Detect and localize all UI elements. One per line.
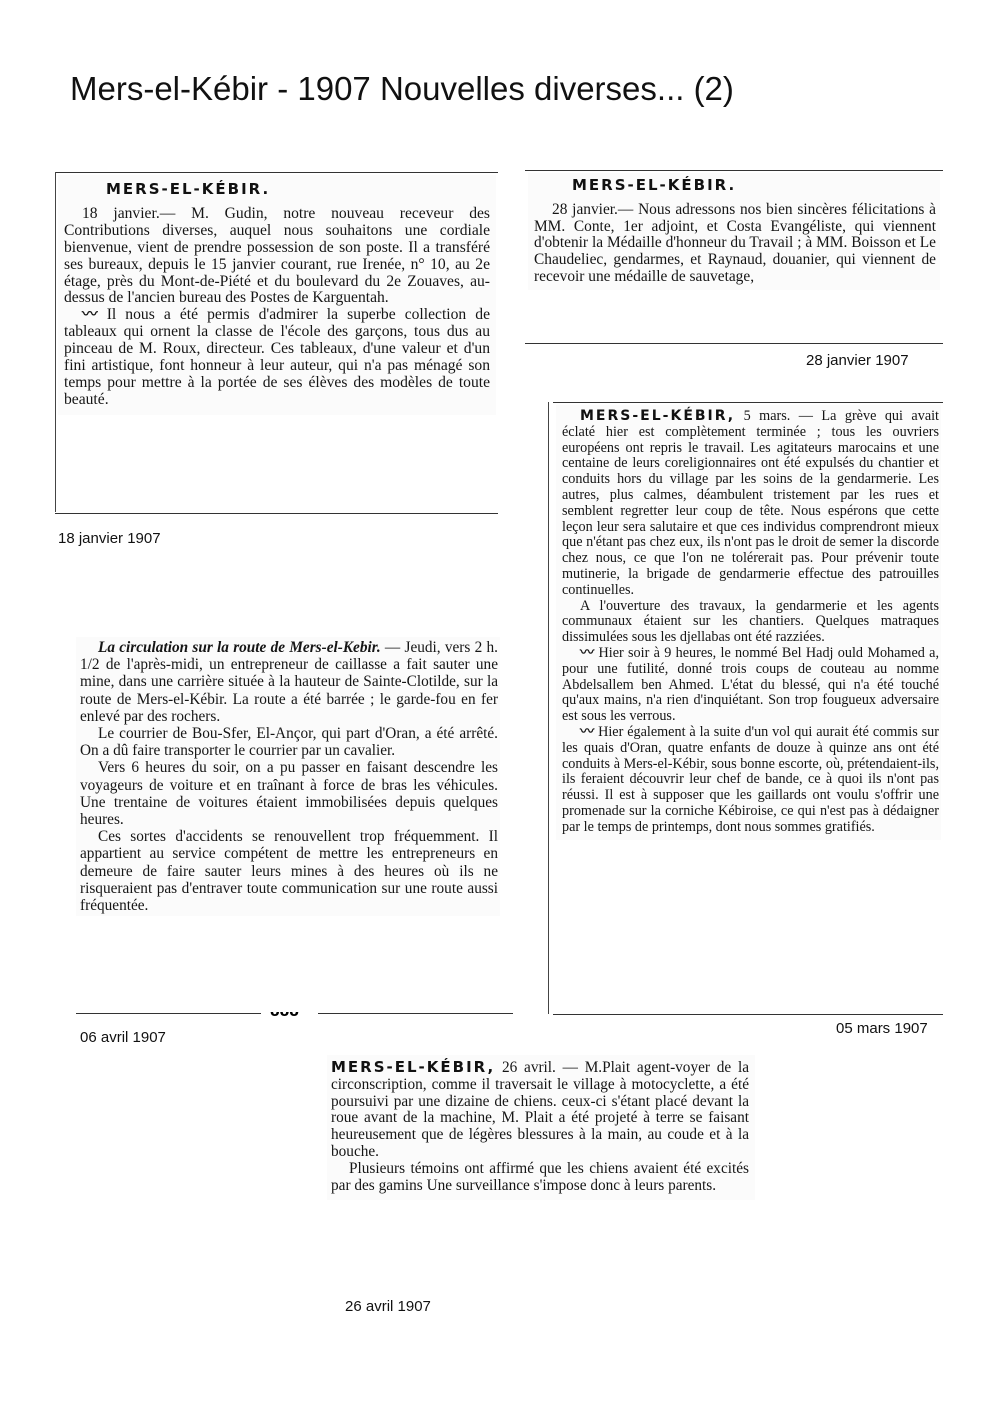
clip3-paragraph-2: A l'ouverture des travaux, la gendarmerie et les agents communaux étaient sur les chantiers. Quelques matraques dissimulées sous les djellabas ont été razziées. <box>562 597 939 646</box>
clip2-heading: MERS-EL-KÉBIR. <box>572 176 737 194</box>
clip3-separator-mark-2: 〰 <box>580 723 595 740</box>
clip3-paragraph-4 <box>562 725 939 836</box>
clipping-5-mars <box>556 405 941 840</box>
clip5-paragraph-1-text: M.Plait agent-voyer de la circonscription, comme il traversait le village à motocyclette, a été poursuivi par une dizaine de chiens. ceux-ci s'étant placé devant la roue avant de la machine, M. Plait a été projeté à terre se faisant heureusement que de légères blessures à la main, au coude et à la bouche. <box>331 1059 749 1160</box>
clip2-bottom-rule <box>525 343 943 344</box>
clip3-paragraph-3-text: Hier soir à 9 heures, le nommé Bel Hadj ould Mohamed a, pour une futilité, donné trois coups de couteau au nomme Abdelsallem ben Ahmed. L'état du blessé, qui n'a été touché qu'aux mains, n'a rien d'inquiétant. Son trop fougueux adversaire est sous les verrous. <box>562 644 940 725</box>
clip1-separator-mark: 〰 <box>82 306 98 324</box>
clipping-18-janvier <box>58 175 496 415</box>
clip5-paragraph-2: Plusieurs témoins ont affirmé que les chiens avaient été excités par des gamins Une surveillance s'impose donc à leurs parents. <box>331 1159 749 1194</box>
clip3-top-rule <box>553 402 943 403</box>
clipping-28-janvier <box>528 173 940 290</box>
clip4-lead: La circulation sur la route de Mers-el-Kebir. <box>98 639 381 656</box>
clip5-heading: MERS-EL-KÉBIR, <box>331 1058 496 1076</box>
clip3-heading: MERS-EL-KÉBIR, <box>580 408 736 424</box>
clip3-paragraph-4-text: Hier également à la suite d'un vol qui aurait été commis sur les quais d'Oran, quatre enfants de douze à quinze ans ont été conduits à Mers-el-Kébir, sous bonne escorte, où, prétendaient-ils, ils feraient découvrir leur chef de bande, ce à quoi ils n'ont pas réussi. Il est à supposer que les gaillards ont voulu s'offrir une promenade sur la corniche Kébiroise, ce qui n'est pas à dédaigner par le temps de printemps, dont nous sommes gratifiés. <box>562 723 940 835</box>
clip3-paragraph-1-text: La grève qui avait éclaté hier est complètement terminée ; tous les ouvriers européens ont repris le travail. Les agitateurs marocains et une centaine de leurs coreligionnaires ont été expulsés du chantier et conduits hors du village par les soins de la gendarmerie. Les autres, plus calmes, déambulent tristement par les rues et semblent regretter leur coup de tête. Nous espérons que cette leçon leur sera salutaire et que ces individus comprendront mieux que n'étant pas chez eux, ils n'ont pas le droit de semer la discorde chez nous, ce que l'on ne tolérerait pas. Pour prévenir toute mutinerie, la brigade de gendarmerie effectue des patrouilles continuelles. <box>562 408 939 598</box>
clip5-date: 26 avril. — <box>495 1059 585 1076</box>
clip1-paragraph-2 <box>64 307 490 408</box>
clip3-bottom-rule <box>553 1014 943 1015</box>
clipping-26-avril <box>327 1055 755 1200</box>
clip2-caption: 28 janvier 1907 <box>806 352 909 369</box>
clip4-paragraph-1-text: — Jeudi, vers 2 h. 1/2 de l'après-midi, un entrepreneur de caillasse a fait sauter une mine, dans une carrière située à la hauteur de Sainte-Clotilde, sur la route de Mers-el-Kébir. La route a été barrée ; le garde-fou en fer enlevé par des rochers. <box>80 639 499 725</box>
clip1-bottom-rule <box>55 513 498 514</box>
clip4-caption: 06 avril 1907 <box>80 1029 166 1046</box>
clip5-paragraph-1 <box>331 1059 749 1161</box>
clip4-paragraph-4: Ces sortes d'accidents se renouvellent trop fréquemment. Il appartient au service compétent de mettre les entrepreneurs en demeure de faire sauter leurs mines à des heures où ils ne risqueraient pas d'entraver toute communication sur une route aussi fréquentée. <box>80 828 498 915</box>
clipping-6-avril <box>76 637 500 916</box>
clip4-paragraph-2: Le courrier de Bou-Sfer, El-Ançor, qui part d'Oran, a été arrêté. On a dû faire transporter le courrier par un cavalier. <box>80 725 498 760</box>
clip1-caption: 18 janvier 1907 <box>58 530 161 547</box>
clip4-bottom-rule-right <box>318 1013 513 1014</box>
clip1-heading: MERS-EL-KÉBIR. <box>106 180 271 198</box>
clip4-separator: ᴗᴗᴗ <box>270 1004 299 1020</box>
page-title: Mers-el-Kébir - 1907 Nouvelles diverses... (2) <box>70 70 734 107</box>
clip1-paragraph-2-text: Il nous a été permis d'admirer la superbe collection de tableaux qui ornent la classe de l'école des garçons, tous dus au pinceau de M. Roux, directeur. Ces tableaux, d'une valeur et d'un fini artistique, font honneur à leur auteur, qui n'a pas ménagé son temps pour mettre à la portée de ses élèves des modèles de toute beauté. <box>64 306 490 408</box>
clip3-date: 5 mars. — <box>735 408 822 424</box>
clip4-paragraph-3: Vers 6 heures du soir, on a pu passer en faisant descendre les voyageurs de voiture et en traînant à force de bras les véhicules. Une trentaine de voitures étaient immobilisées depuis quelques heures. <box>80 759 498 829</box>
clip1-paragraph-1: 18 janvier.— M. Gudin, notre nouveau receveur des Contributions diverses, auquel nous souhaitons une cordiale bienvenue, vient de prendre possession de son poste. Il a transféré ses bureaux, depuis le 15 janvier courant, rue Irenée, n° 10, au 2e étage, près du Mont-de-Piété et du boulevard du 2e Zouaves, au-dessus de l'ancien bureau des Postes de Karguentah. <box>64 204 490 307</box>
clip4-paragraph-1 <box>80 639 498 725</box>
clip2-paragraph-1: 28 janvier.— Nous adressons nos bien sincères félicitations à MM. Conte, 1er adjoint, et Costa Evangéliste, qui viennent d'obtenir la Médaille d'honneur du Travail ; à MM. Boisson et Le Chaudeliec, gendarmes, et Raynaud, douanier, qui viennent de recevoir une médaille de sauvetage, <box>534 200 936 285</box>
clip3-paragraph-3 <box>562 646 939 725</box>
clip3-separator-mark-1: 〰 <box>580 644 595 661</box>
clip3-caption: 05 mars 1907 <box>836 1020 928 1037</box>
clip3-left-rule <box>548 402 549 1014</box>
clip4-bottom-rule-left <box>76 1013 261 1014</box>
clip3-paragraph-1 <box>562 409 939 599</box>
clip5-caption: 26 avril 1907 <box>345 1298 431 1315</box>
clip1-left-rule <box>55 172 56 512</box>
clip2-top-rule <box>525 170 943 171</box>
clip1-top-rule <box>55 172 498 173</box>
